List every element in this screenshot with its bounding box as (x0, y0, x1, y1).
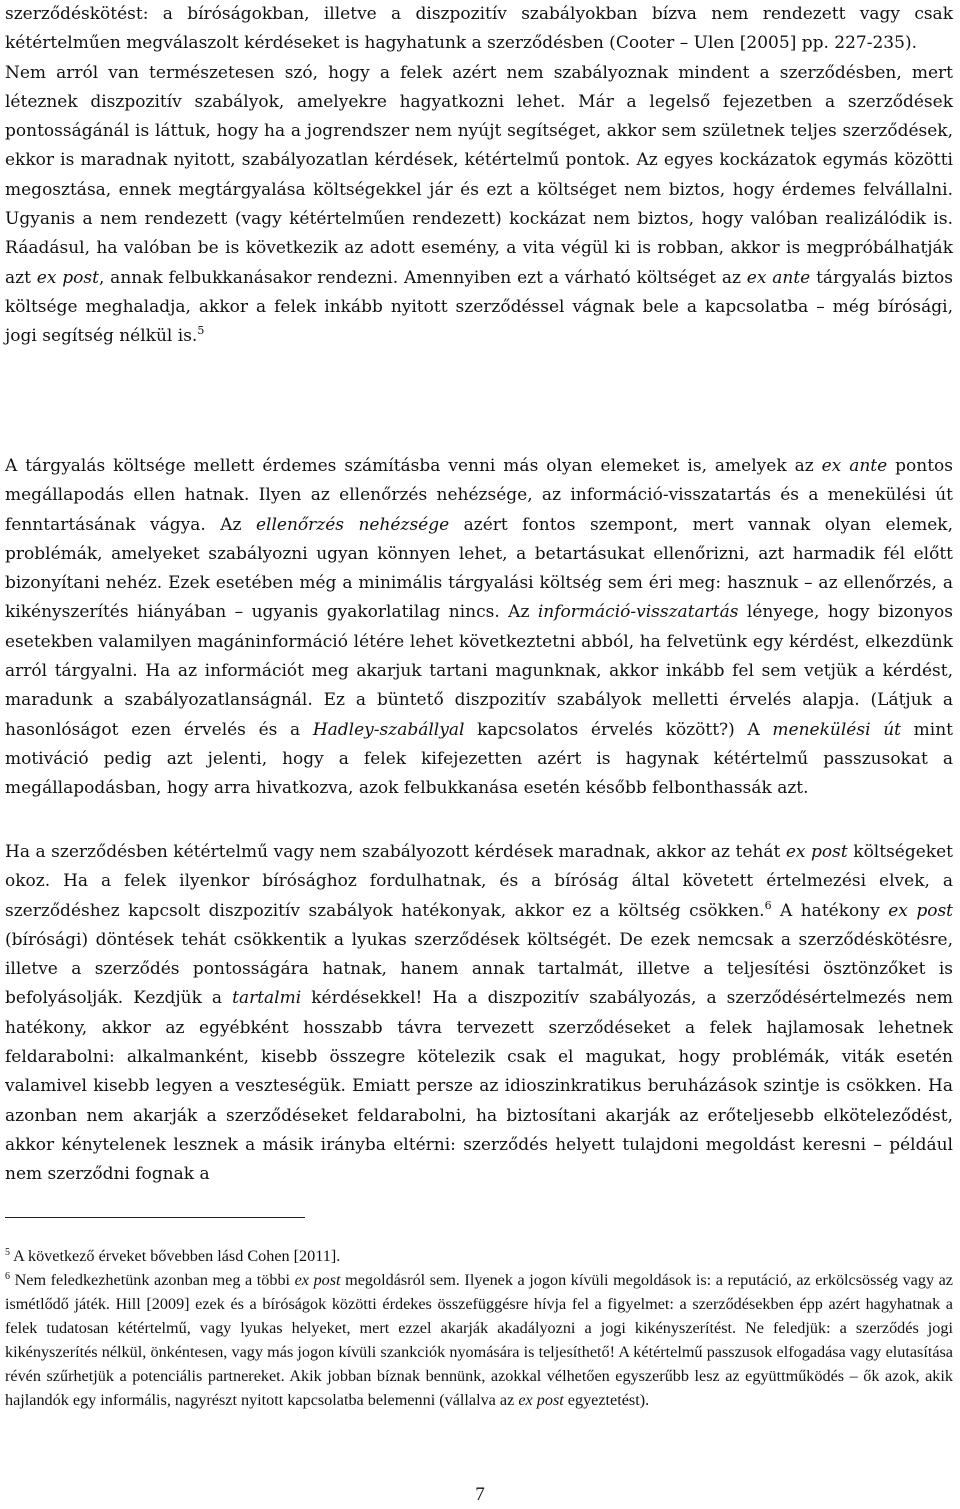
italic-text: információ-visszatartás (537, 602, 739, 623)
footnote-separator (5, 1217, 305, 1218)
body-paragraph-3 (5, 838, 953, 1190)
text-run: A hatékony (771, 900, 889, 921)
footnotes (5, 1244, 953, 1412)
text-run: egyeztetést). (563, 1391, 650, 1409)
text-run: kapcsolatos érvelés között?) A (464, 719, 773, 740)
footnote-5 (5, 1244, 953, 1268)
italic-text: ellenőrzés nehézsége (255, 514, 450, 535)
italic-text: ex post (785, 842, 848, 862)
text-run: A tárgyalás költsége mellett érdemes számításba venni más olyan elemeket is, amelyek az (5, 456, 822, 476)
body-paragraph-2 (5, 452, 953, 804)
text-run: megoldásról sem. Ilyenek a jogon kívüli megoldások is: a reputáció, az erkölcsösség vagy az ismétlődő játék. Hill [2009] ezek és a bíróságok közötti érdekes összefüggésre hívja fel a figyelmet: a szerződésekben épp azért hagyhatnak a felek tudatosan kétértelmű, vagy lyukas helyeket, mert ezzel akarják akadályozni a jogi kikényszerítést. Ne feledjük: a szerződés jogi kikényszerítés nélkül, önkéntesen, vagy más jogon kívüli szankciók nyomására is teljesíthető! A kétértelmű passzusok elfogadása vagy elutasítása révén szűrhetjük a potenciális partnereket. Akik jobban bíznak bennünk, azokkal vélhetően egyszerűbb lesz az együttműködés – ők azok, akik hajlandók egy informális, nagyrészt nyitott kapcsolatba belemenni (vállalva az (5, 1271, 953, 1409)
text-run: , annak felbukkanásakor rendezni. Amennyiben ezt a várható költséget az (98, 267, 747, 288)
text-run: mint motiváció pedig azt jelenti, hogy a felek kifejezetten azért is hagynak kétértelmű passzusokat a megállapodásban, hogy arra hivatkozva, azok felbukkanása esetén később felbonthassák azt. (5, 719, 953, 799)
italic-text: ex ante (746, 267, 811, 288)
body-paragraph-1 (5, 0, 953, 352)
text-run: pontos megállapodás ellen hatnak. Ilyen az ellenőrzés nehézsége, az információ-visszatartás és a menekülési út fenntartásának vágya. Az (5, 456, 954, 535)
text-run: (bírósági) döntések tehát csökkentik a lyukas szerződések költségét. De ezek nemcsak a szerződéskötésre, illetve a szerződés pontosságára hatnak, hanem annak tartalmát, illetve a teljesítési ösztönzőket is befolyásolják. Kezdjük a (5, 929, 953, 1009)
text-run: lényege, hogy bizonyos esetekben valamilyen magáninformáció létére lehet következtetni abból, ha felvetünk egy kérdést, elkezdünk arról tárgyalni. Ha az információt meg akarjuk tartani magunknak, akkor inkább fel sem vetjük a kérdést, maradunk a szabályozatlanságnál. Ez a büntető diszpozitív szabályok melletti érvelés alapja. (Látjuk a hasonlóságot ezen érvelés és a (5, 602, 953, 740)
italic-text: ex ante (821, 456, 888, 476)
italic-text: menekülési út (772, 719, 901, 740)
text-run: Nem feledkezhetünk azonban meg a többi (10, 1271, 295, 1289)
italic-text: ex post (36, 267, 99, 288)
page-number: 7 (475, 1484, 485, 1505)
footnote-ref: 5 (197, 324, 205, 338)
text-run: azért fontos szempont, mert vannak olyan elemek, problémák, amelyeket szabályozni ugyan könnyen lehet, a betartásukat ellenőrizni, azt harmadik fél előtt bizonyítani nehéz. Ezek esetében még a minimális tárgyalási költség sem éri meg: hasznuk – az ellenőrzés, a kikényszerítés hiányában – ugyanis gyakorlatilag nincs. Az (5, 514, 953, 623)
text-run: tárgyalás biztos költsége meghaladja, akkor a felek inkább nyitott szerződéssel vágnak bele a kapcsolatba – még bírósági, jogi segítség nélkül is. (5, 267, 953, 347)
italic-text: ex post (888, 900, 954, 921)
text-run: Nem arról van természetesen szó, hogy a felek azért nem szabályoznak mindent a szerződésben, mert léteznek diszpozitív szabályok, amelyekre hagyatkozni lehet. Már a legelső fejezetben a szerződések pontosságánál is láttuk, hogy ha a jogrendszer nem nyújt segítséget, akkor sem születnek teljes szerződések, ekkor is maradnak nyitott, szabályozatlan kérdések, kétértelmű pontok. Az egyes kockázatok egymás közötti megosztása, ennek megtárgyalása költségekkel jár és ezt a költséget nem biztos, hogy érdemes felvállalni. Ugyanis a nem rendezett (vagy kétértelműen rendezett) kockázat nem biztos, hogy valóban realizálódik is. Ráadásul, ha valóban be is következik az adott esemény, a vita végül ki is robban, akkor is megpróbálhatják azt (5, 62, 953, 288)
footnote-ref: 5 (5, 1247, 10, 1258)
text-run: költségeket okoz. Ha a felek ilyenkor bírósághoz fordulhatnak, és a bíróság által követett értelmezési elvek, a szerződéshez kapcsolt diszpozitív szabályok hatékonyak, akkor ez a költség csökken. (5, 842, 953, 921)
text-run: kérdésekkel! Ha a diszpozitív szabályozás, a szerződésértelmezés nem hatékony, akkor az egyébként hosszabb távra tervezett szerződéseket a felek hajlamosak lehetnek feldarabolni: alkalmanként, kisebb összegre kötelezik csak el magukat, hogy problémák, viták esetén valamivel kisebb legyen a veszteségük. Emiatt persze az idioszinkratikus beruházások szintje is csökken. Ha azonban nem akarják a szerződéseket feldarabolni, ha biztosítani akarják az erőteljesebb elköteleződést, akkor kénytelenek lesznek a másik irányba eltérni: szerződés helyett tulajdoni megoldást keresni – például nem szerződni fognak a (5, 988, 953, 1185)
text-run: Ha a szerződésben kétértelmű vagy nem szabályozott kérdések maradnak, akkor az tehát (5, 842, 786, 862)
italic-text: ex post (294, 1271, 341, 1289)
italic-text: tartalmi (232, 988, 302, 1009)
italic-text: ex post (518, 1391, 564, 1409)
text-run: A következő érveket bővebben lásd Cohen [2011]. (10, 1247, 341, 1265)
footnote-ref: 6 (5, 1271, 10, 1282)
footnote-ref: 6 (764, 898, 772, 912)
text-run: szerződéskötést: a bíróságokban, illetve a diszpozitív szabályokban bízva nem rendezett vagy csak kétértelműen megválaszolt kérdéseket is hagyhatunk a szerződésben (Cooter – Ulen [2005] pp. 227-235). (5, 4, 953, 54)
footnote-6 (5, 1268, 953, 1412)
italic-text: Hadley-szabállyal (312, 719, 465, 740)
